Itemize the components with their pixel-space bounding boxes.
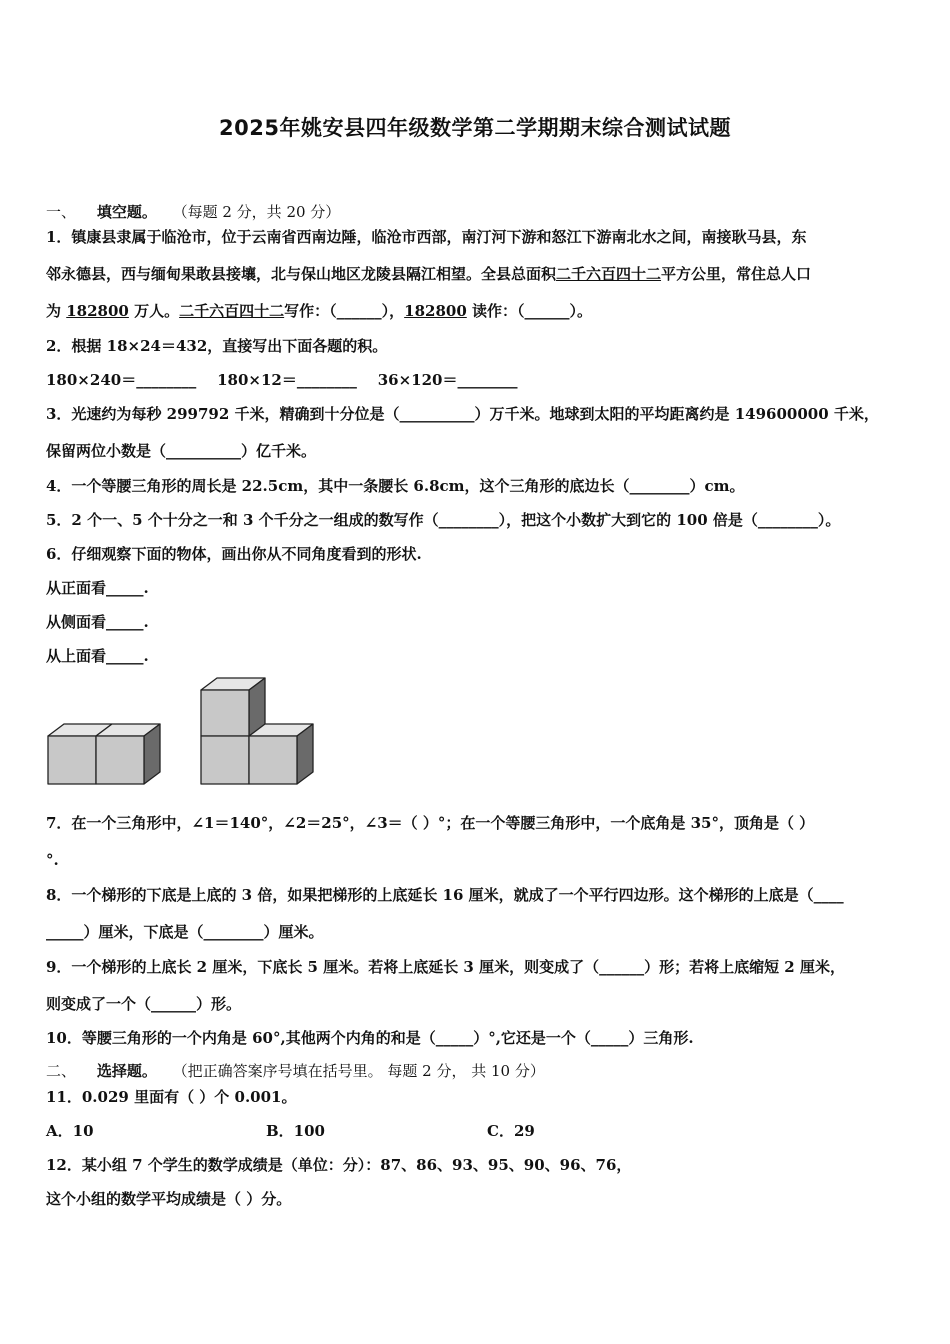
cube-figure [40,672,330,792]
section-2-heading: 二、 选择题。 （把正确答案序号填在括号里。 每题 2 分， 共 10 分） [46,1062,545,1080]
q3-line-1: 3．光速约为每秒 299792 千米，精确到十分位是（__________）万千米。地球到太阳的平均距离约是 149600000 千米， [46,405,879,423]
q6-front: 从正面看_____. [46,579,149,597]
q12-line-2: 这个小组的数学平均成绩是（ ）分。 [46,1190,292,1208]
right-cube-group [201,678,313,784]
section-1-heading: 一、 填空题。 （每题 2 分，共 20 分） [46,203,341,221]
q6-stem: 6．仔细观察下面的物体，画出你从不同角度看到的形状. [46,545,422,563]
q8-line-1: 8．一个梯形的下底是上底的 3 倍，如果把梯形的上底延长 16 厘米，就成了一个平行四边形。这个梯形的上底是（____ [46,886,844,904]
q7-line-2: °. [46,851,59,869]
q6-side: 从侧面看_____. [46,613,149,631]
page-title: 2025年姚安县四年级数学第二学期期末综合测试试题 [219,116,731,140]
q11-option-b: B．100 [266,1122,325,1140]
q1-line-1: 1．镇康县隶属于临沧市，位于云南省西南边陲，临沧市西部，南汀河下游和怒江下游南北水之间，南接耿马县，东 [46,228,807,246]
q11-option-c: C．29 [487,1122,535,1140]
q11-stem: 11．0.029 里面有（ ）个 0.001。 [46,1088,297,1106]
q4: 4．一个等腰三角形的周长是 22.5cm，其中一条腰长 6.8cm，这个三角形的底边长（________）cm。 [46,477,745,495]
q12-line-1: 12．某小组 7 个学生的数学成绩是（单位：分）：87、86、93、95、90、96、76， [46,1156,632,1174]
q10: 10．等腰三角形的一个内角是 60°,其他两个内角的和是（_____）°,它还是一个（_____）三角形. [46,1029,694,1047]
q2-stem: 2．根据 18×24＝432，直接写出下面各题的积。 [46,337,388,355]
q8-line-2: _____）厘米，下底是（________）厘米。 [46,923,324,941]
q1-line-3: 为 182800 万人。二千六百四十二写作：（______），182800 读作：（______）。 [46,302,593,320]
q11-option-a: A．10 [46,1122,94,1140]
q5: 5．2 个一、5 个十分之一和 3 个千分之一组成的数写作（________），把这个小数扩大到它的 100 倍是（________）。 [46,511,841,529]
q1-line-2: 邻永德县，西与缅甸果敢县接壤，北与保山地区龙陵县隔江相望。全县总面积二千六百四十二平方公里，常住总人口 [46,265,812,283]
q3-line-2: 保留两位小数是（__________）亿千米。 [46,442,317,460]
q6-top: 从上面看_____. [46,647,149,665]
q9-line-1: 9．一个梯形的上底长 2 厘米，下底长 5 厘米。若将上底延长 3 厘米，则变成了（______）形；若将上底缩短 2 厘米， [46,958,845,976]
q9-line-2: 则变成了一个（______）形。 [46,995,242,1013]
q7-line-1: 7．在一个三角形中，∠1＝140°，∠2＝25°，∠3＝（ ）°；在一个等腰三角形中，一个底角是 35°，顶角是（ ） [46,814,815,832]
q2-items: 180×240＝________ 180×12＝________ 36×120＝________ [46,371,518,389]
left-cube-pair [48,724,160,784]
